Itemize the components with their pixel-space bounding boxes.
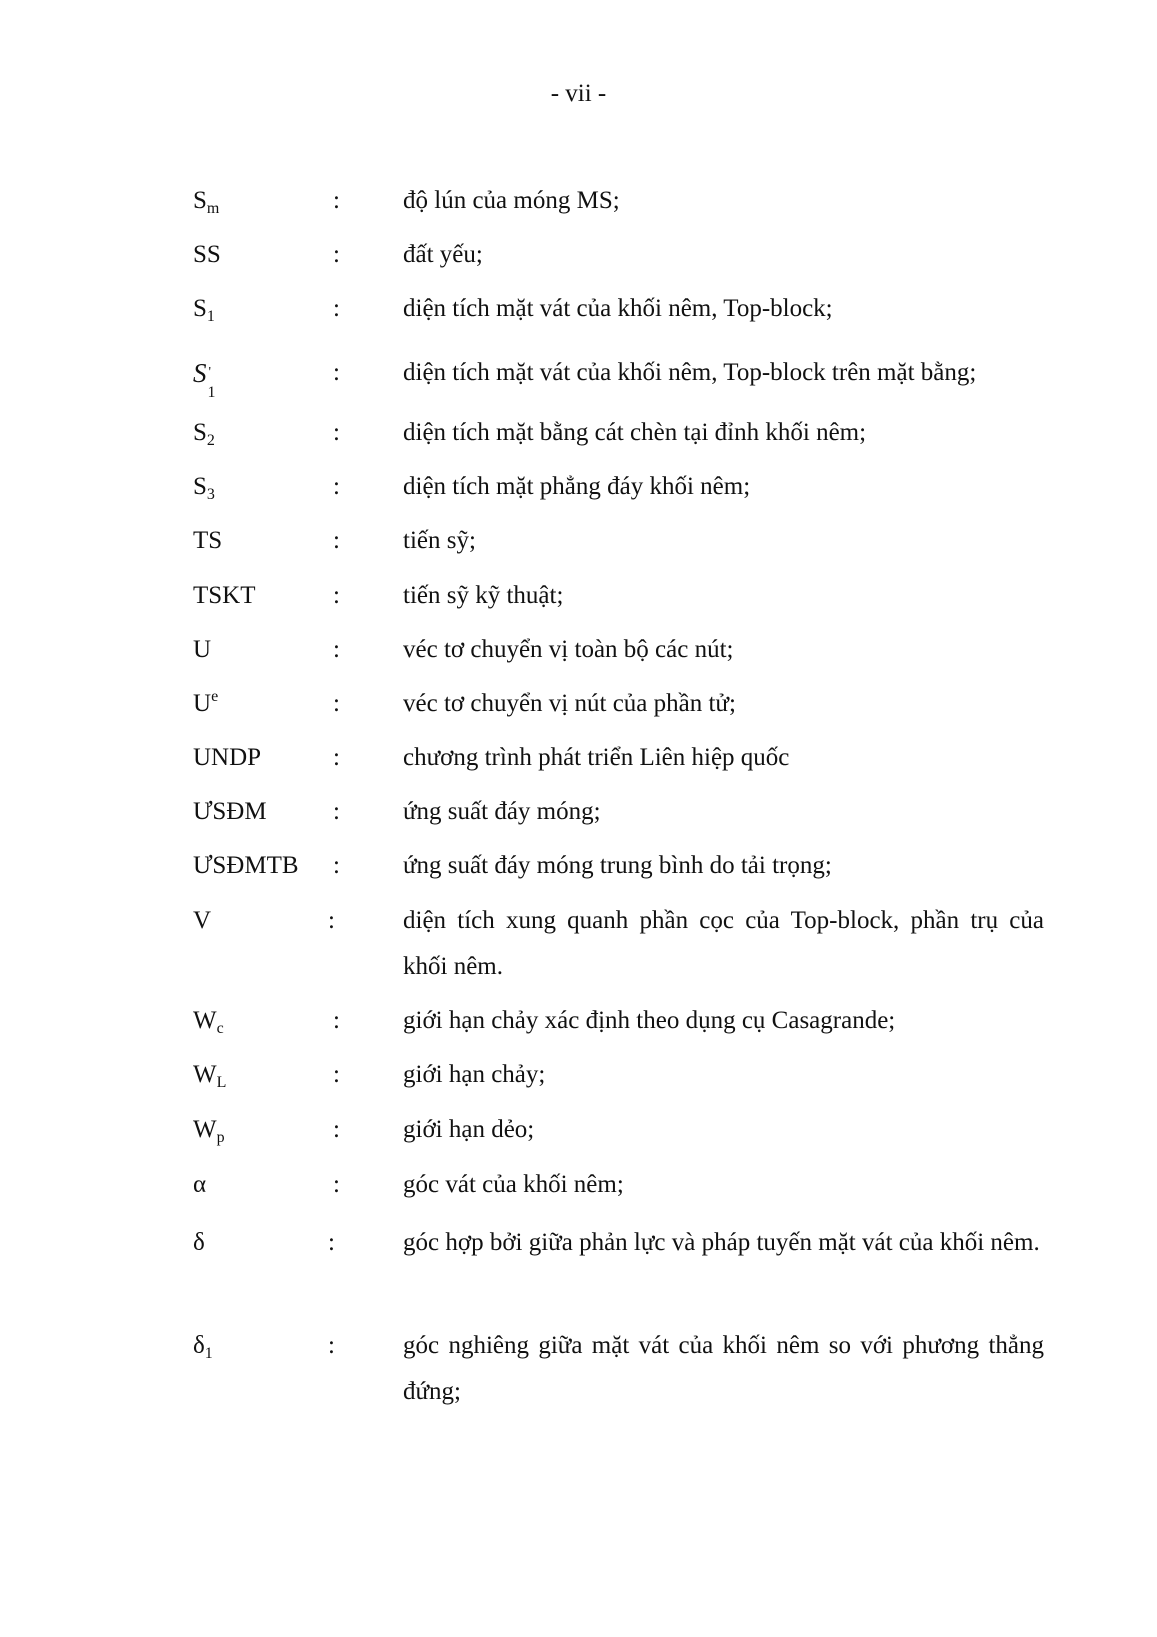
description: giới hạn chảy xác định theo dụng cụ Casagrande; [403,1007,896,1034]
symbol: $U^e$ [193,688,219,717]
symbol: $W_p$ [193,1116,225,1146]
description: diện tích mặt vát của khối nêm, Top-block trên mặt bằng; [403,359,977,386]
symbol: α [193,1171,207,1198]
symbol: $S_2$ [193,419,215,449]
description: chương trình phát triển Liên hiệp quốc [403,744,790,771]
description: diện tích mặt bằng cát chèn tại đỉnh khối nêm; [403,419,867,446]
symbol: V [193,907,212,934]
separator: : [333,1061,340,1088]
description: ứng suất đáy móng trung bình do tải trọng; [403,852,832,879]
symbol: $\delta_1$ [193,1332,213,1362]
description: góc vát của khối nêm; [403,1171,624,1198]
symbol: UNDP [193,744,262,771]
symbol: $W_L$ [193,1061,227,1091]
symbol: ƯSĐM [193,798,267,825]
symbol: $W_c$ [193,1007,224,1037]
description: giới hạn dẻo; [403,1116,535,1143]
separator: : [328,907,335,934]
description: tiến sỹ kỹ thuật; [403,582,564,609]
description: độ lún của móng MS; [403,187,620,214]
symbol: $S_1$ [193,295,215,325]
separator: : [328,1229,335,1256]
description: góc hợp bởi giữa phản lực và pháp tuyến mặt vát của khối nêm. [403,1229,1040,1256]
separator: : [333,798,340,825]
description: véc tơ chuyển vị nút của phần tử; [403,690,736,717]
separator: : [333,295,340,322]
description: góc nghiêng giữa mặt vát của khối nêm so với phương thẳng đứng; [403,1332,1044,1405]
description: diện tích mặt vát của khối nêm, Top-block; [403,295,833,322]
description: diện tích xung quanh phần cọc của Top-block, phần trụ của khối nêm. [403,907,1044,980]
separator: : [333,241,340,268]
page-number: - vii - [550,80,607,107]
separator: : [333,473,340,500]
separator: : [333,852,340,879]
description: diện tích mặt phẳng đáy khối nêm; [403,473,751,500]
separator: : [333,690,340,717]
separator: : [333,359,340,386]
symbol: TSKT [193,582,256,609]
separator: : [333,582,340,609]
symbol: ƯSĐMTB [193,852,299,879]
symbol: $S_3$ [193,473,215,503]
separator: : [333,636,340,663]
separator: : [333,1171,340,1198]
separator: : [333,744,340,771]
description: ứng suất đáy móng; [403,798,601,825]
symbol: U [193,636,212,663]
symbol: TS [193,527,223,554]
description: tiến sỹ; [403,527,476,554]
symbol: SS [193,241,221,268]
separator: : [333,187,340,214]
description: đất yếu; [403,241,483,268]
separator: : [333,527,340,554]
separator: : [328,1332,335,1359]
separator: : [333,1007,340,1034]
description: véc tơ chuyển vị toàn bộ các nút; [403,636,734,663]
symbol: S ' 1 [193,358,216,401]
separator: : [333,419,340,446]
symbol: δ [193,1229,205,1256]
separator: : [333,1116,340,1143]
description: giới hạn chảy; [403,1061,546,1088]
symbol: $S_m$ [193,187,220,217]
